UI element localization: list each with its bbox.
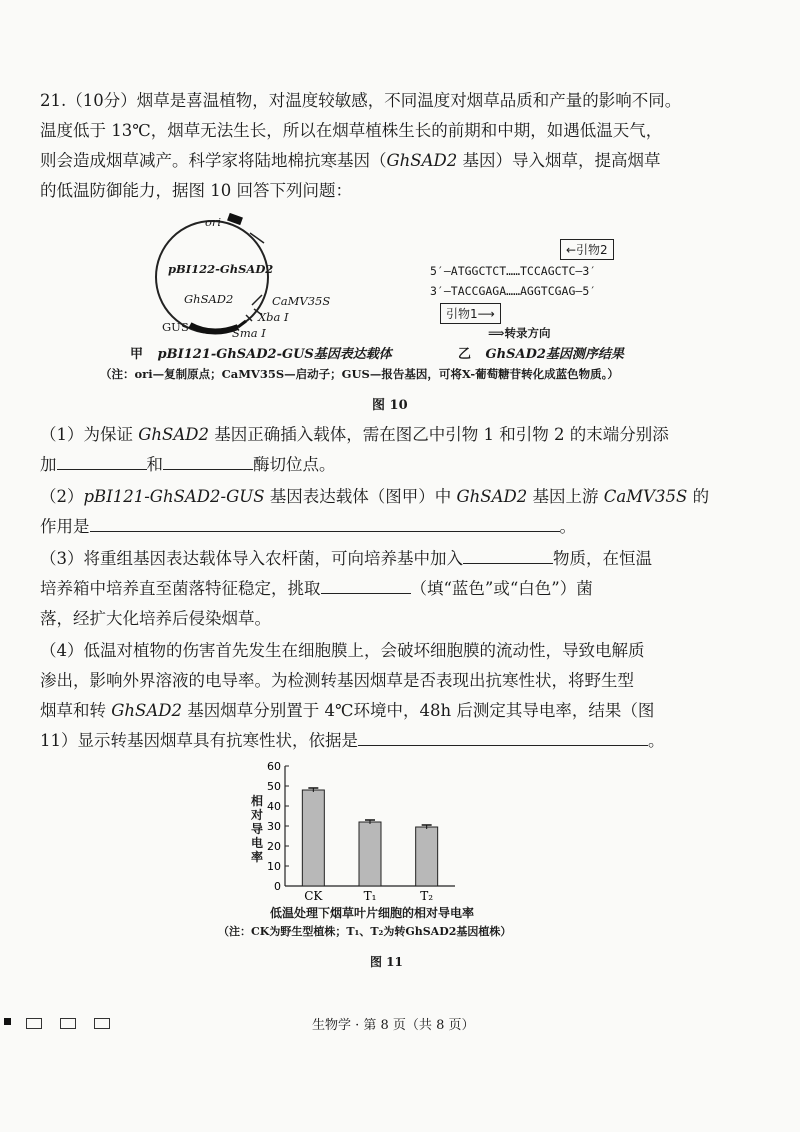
transcription-direction: ⟹转录方向	[488, 326, 551, 340]
bar-1	[359, 822, 381, 886]
figure-a-caption: 甲 pBI121-GhSAD2-GUS基因表达载体	[130, 347, 392, 362]
chart-xlabel: 低温处理下烟草叶片细胞的相对导电率	[270, 906, 475, 920]
figure11-title: 图 11	[370, 955, 403, 969]
gus-arc	[190, 325, 238, 332]
intro-line-3c: 基因）导入烟草，提高烟草	[457, 151, 661, 170]
y-tick-label: 20	[267, 840, 281, 853]
figure10-note: （注：ori—复制原点；CaMV35S—启动子；GUS—报告基因，可将X-葡萄糖苷转化成蓝色物质。）	[100, 367, 619, 381]
ghsad2-label: GhSAD2	[184, 292, 234, 306]
answer-blank-1b[interactable]	[163, 451, 253, 470]
footer-marker	[4, 1018, 11, 1025]
footer-box	[26, 1018, 42, 1029]
seq-top: 5′—ATGGCTCT……TCCAGCTC—3′	[430, 264, 597, 278]
y-tick-label: 10	[267, 860, 281, 873]
xba-label: Xba Ⅰ	[258, 310, 289, 324]
footer-box	[60, 1018, 76, 1029]
intro-line-2: 温度低于 13℃，烟草无法生长，所以在烟草植株生长的前期和中期，如遇低温天气，	[40, 121, 663, 140]
question-number: 21.	[40, 91, 67, 110]
figure10-title: 图 10	[372, 398, 408, 413]
intro-line-1: 烟草是喜温植物，对温度较敏感，不同温度对烟草品质和产量的影响不同。	[136, 91, 682, 110]
y-tick-label: 0	[274, 880, 281, 893]
y-tick-label: 50	[267, 780, 281, 793]
y-tick-label: 30	[267, 820, 281, 833]
bar-0	[302, 790, 324, 886]
seq-bottom: 3′—TACCGAGA……AGGTCGAG—5′	[430, 284, 597, 298]
y-tick-label: 60	[267, 760, 281, 773]
subquestion-4: （4）低温对植物的伤害首先发生在细胞膜上，会破坏细胞膜的流动性，导致电解质 渗出，影响外界溶液的电导率。为检测转基因烟草是否表现出抗寒性状，将野生型 烟草和转 GhSAD2 基因烟草分别置于 4℃环境中，48h 后测定其导电率，结果（图 11）显示转基因烟草具有抗寒性状，依据是 。	[40, 641, 665, 750]
ori-label: ori	[205, 215, 222, 229]
bar-2	[416, 827, 438, 886]
answer-blank-1a[interactable]	[57, 451, 147, 470]
primer2-box: ←引物2	[560, 239, 614, 260]
answer-blank-3b[interactable]	[321, 575, 411, 594]
subquestion-1: （1）为保证 GhSAD2 基因正确插入载体，需在图乙中引物 1 和引物 2 的末端分别添 加 和 酶切位点。	[40, 425, 669, 474]
chart-ylabel: 相对导电率	[250, 794, 263, 864]
x-tick-label: CK	[304, 889, 323, 903]
primer1-box: 引物1⟶	[440, 303, 501, 324]
page-footer: 生物学 · 第 8 页（共 8 页）	[312, 1018, 475, 1033]
plasmid-name: pBI122-GhSAD2	[168, 262, 274, 276]
figure-b-caption: 乙 GhSAD2基因测序结果	[458, 347, 624, 362]
intro-line-4: 的低温防御能力，据图 10 回答下列问题：	[40, 181, 352, 200]
conductivity-bar-chart	[240, 756, 500, 906]
sma-label: Sma Ⅰ	[232, 326, 266, 340]
gus-label: GUS	[162, 320, 189, 334]
footer-box	[94, 1018, 110, 1029]
x-tick-label: T₂	[420, 889, 434, 903]
subquestion-3: （3）将重组基因表达载体导入农杆菌，可向培养基中加入 物质，在恒温 培养箱中培养直至菌落特征稳定，挑取 （填“蓝色”或“白色”）菌 落，经扩大化培养后侵染烟草。	[40, 544, 760, 634]
x-tick-label: T₁	[363, 889, 377, 903]
answer-blank-2[interactable]	[90, 513, 560, 532]
answer-blank-4[interactable]	[358, 727, 648, 746]
y-tick-label: 40	[267, 800, 281, 813]
chart-note: （注：CK为野生型植株；T₁、T₂为转GhSAD2基因植株）	[218, 925, 512, 938]
intro-gene: GhSAD2	[386, 151, 458, 170]
question-intro	[40, 86, 760, 206]
intro-line-3a: 则会造成烟草减产。科学家将陆地棉抗寒基因（	[40, 151, 387, 170]
question-points: （10分）	[66, 91, 137, 110]
answer-blank-3a[interactable]	[463, 545, 553, 564]
subquestion-2: （2）pBI121-GhSAD2-GUS 基因表达载体（图甲）中 GhSAD2 基因上游 CaMV35S 的 作用是 。	[40, 487, 710, 536]
camv-label: CaMV35S	[272, 294, 331, 308]
